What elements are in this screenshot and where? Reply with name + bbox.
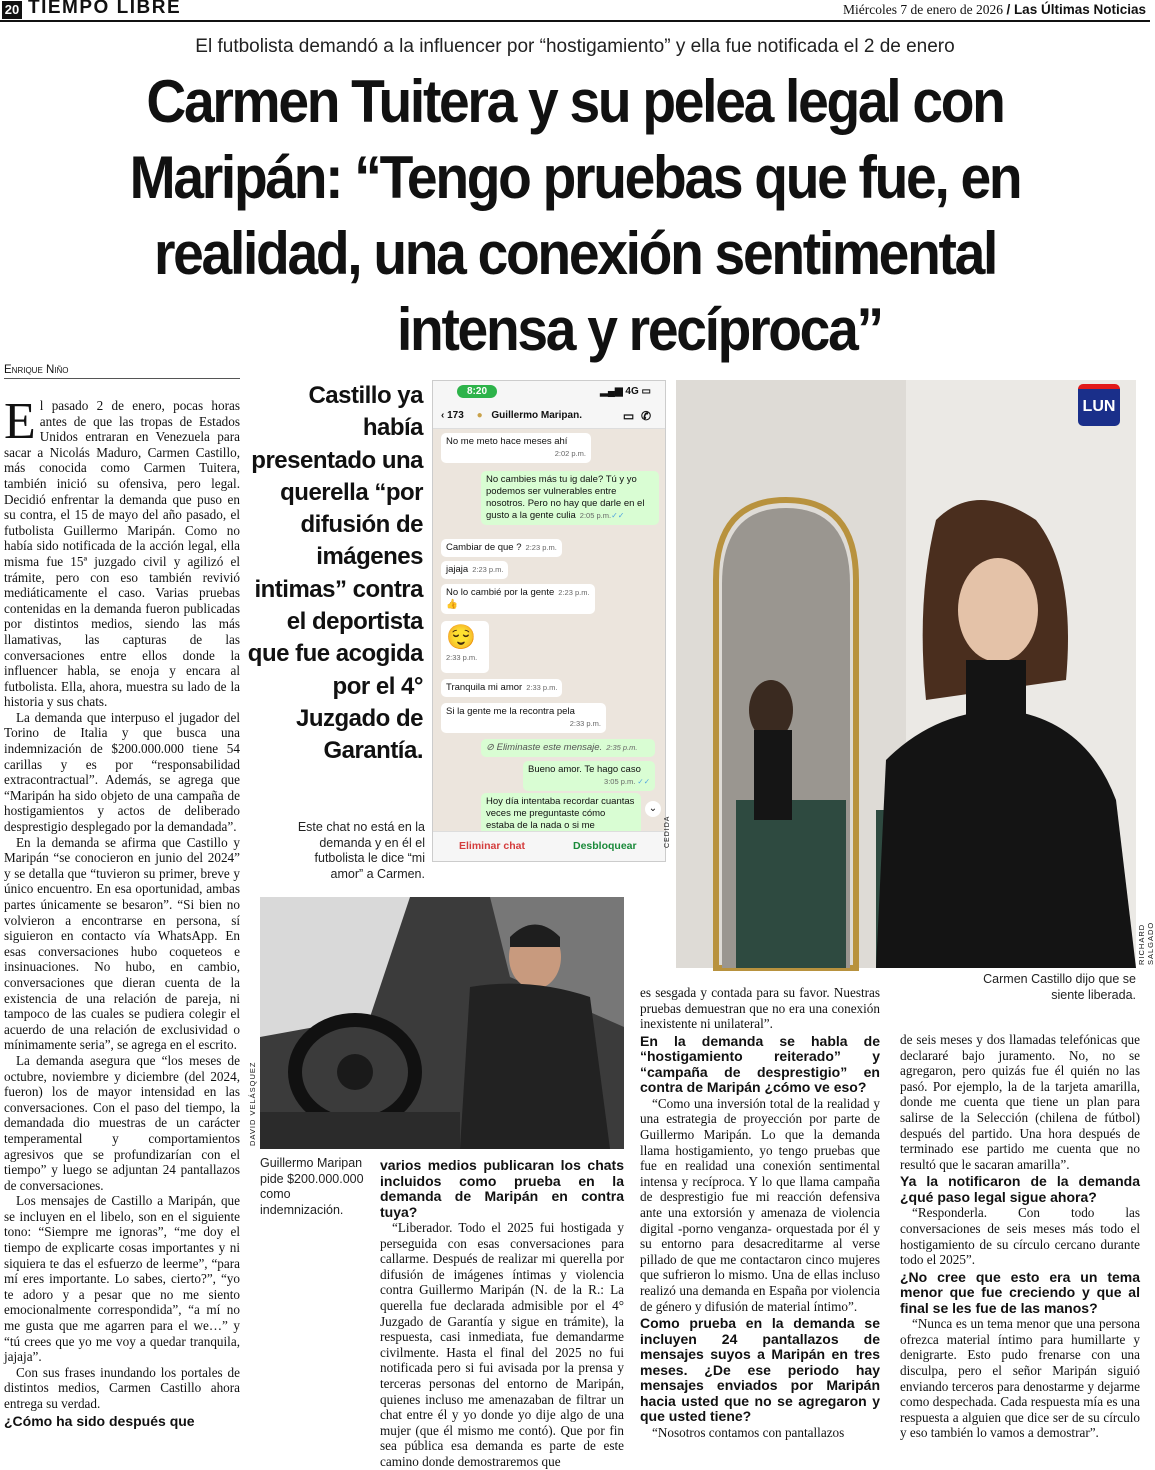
car-caption: Guillermo Maripan pide $200.000.000 como indemnización. [260,1156,364,1217]
message-text: Cambiar de que ? [446,542,522,553]
message-time: 2:35 p.m. [606,743,638,752]
chat-message [441,433,591,463]
message-time: 3:05 p.m. [604,777,636,786]
paragraph: “Como una inversión total de la realidad y una estrategia de proyección por parte de Guillermo Maripán. Lo que la demanda llama hostigamiento, yo tengo pruebas que fue en realidad una conexión sentimental intensa y recíproca. Y lo que llama campaña de desprestigio fue mi reacción defensiva ante una extorsión y amenaza de violencia digital -porno venganza- orquestada por él y su entorno para desacreditarme al verse pillado de que me contactaron cinco mujeres que sufrieron lo mismo. Una de ellas incluso realizó una demanda en España por violencia de género y difusión de material íntimo”. [640,1095,880,1314]
section-title: TIEMPO LIBRE [28,0,182,18]
masthead [0,0,1150,22]
paragraph: “Responderla. Con todo las conversaciones de seis meses más todo el hostigamiento de su círculo cercano durante todo el 2025”. [900,1205,1140,1268]
car-illustration [260,897,624,1149]
interview-question: Como prueba en la demanda se incluyen 24 pantallazos de mensajes suyos a Maripán en tres meses. ¿De ese periodo hay mensajes enviados por Maripán hacia usted que no se agregaron y que usted tiene? [640,1315,880,1425]
message-time: 2:23 p.m. [558,588,590,597]
chat-message-deleted [481,739,655,757]
interview-question: ¿No cree que esto era un tema menor que fue creciendo y que al final se les fue de las manos? [900,1268,1140,1316]
interview-question: varios medios publicaran los chats incluidos como prueba en la demanda de Maripán en contra tuya? [380,1157,624,1220]
chat-message [441,584,595,614]
message-text: Bueno amor. Te hago caso [528,764,641,775]
chat-footer [433,831,665,861]
phone-icon[interactable]: ✆ [640,409,651,423]
headline-line: Maripán: “Tengo pruebas que fue, en [129,144,1021,211]
message-text: Hoy día intentaba recordar cuantas veces me preguntaste cómo estaba de la nada o si me [486,796,635,831]
message-time: 2:33 p.m. [526,683,558,692]
paragraph: “Nosotros contamos con pantallazos [652,1424,845,1440]
page-number: 20 [2,1,22,19]
network-type: 4G [625,386,639,397]
message-time: 2:23 p.m. [525,543,557,552]
message-text: Eliminaste este mensaje. [496,742,603,753]
photo-credit: DAVID VELÁSQUEZ [248,1061,257,1146]
avatar-icon: ● [476,410,483,421]
body-column-1 [4,393,240,1429]
kicker: El futbolista demandó a la influencer por “hostigamiento” y ella fue notificada el 2 de enero [195,36,955,57]
body-column-3 [640,985,880,1440]
chat-caption: Este chat no está en la demanda y en él el futbolista le dice “mi amor” a Carmen. [297,820,425,881]
lun-logo: LUN [1078,384,1120,426]
chat-message [441,561,508,579]
chat-message [441,679,562,697]
body-column-2 [380,1158,624,1470]
chat-screenshot [432,380,666,862]
back-icon[interactable]: ‹ [441,410,448,421]
chat-message [523,761,655,791]
chat-message [481,793,641,835]
portrait-illustration [676,380,1136,968]
paragraph: “Nunca es un tema menor que una persona ofrezca material íntimo para humillarte y denigrarte. Esto pudo frenarse con una disculpa, pero el señor Maripán siguió enviando terceros para denostarme y dejarme como despechada. Cada respuesta mía es una respuesta a alguien que dice ser de su círculo y eso también lo vamos a demostrar”. [900,1316,1140,1441]
paragraph: “Liberador. Todo el 2025 fui hostigada y perseguida con esas conversaciones para callarme. Después de realizar mi querella por difusión de imágenes íntimas y violencia contra Guillermo Maripán (N. de la R.: La querella fue declarada admisible por el 4° Juzgado de Garantía y sigue en trámite), la respuesta, casi inmediata, fue demandarme civilmente. Hasta el final del 2025 no fui notificada pero si fui avisada por la prensa y terceras personas del entorno de Maripán, quienes incluso me amenazaban de filtrar un chat entre él y yo donde yo dije algo de una mujer (que él mismo me contó). Que por fin sea pública esa demanda es parte de este camino donde demostraremos que [380,1220,624,1469]
signal-indicator: ▂▄▆ 4G ▭ [600,386,651,397]
photo-credit: RICHARD SALGADO [1137,921,1155,965]
interview-question: Ya la notificaron de la demanda ¿qué paso legal sigue ahora? [900,1173,1140,1205]
paragraph: Con sus frases inundando los portales de distintos medios, Carmen Castillo ahora entrega su verdad. [4,1364,240,1411]
interview-question: ¿Cómo ha sido después que [4,1412,195,1429]
paragraph: de seis meses y dos llamadas telefónicas que declararé bajo juramento. No, no se agregaron, pero quizás fue él quién no las pasó. Por ejemplo, la de la tarjeta amarilla, donde me cuenta que tiene un plan para salirse de la Selección (chilena de fútbol) después del partido. Una hora después de terminado ese partido me cuenta que no resultó que le sacaran amarilla”. [900,1032,1140,1172]
message-time: 2:05 p.m. [579,511,612,520]
thumbs-up-icon: 👍 [446,599,458,610]
headline-line: Carmen Tuitera y su pelea legal con [146,68,1004,135]
delete-chat-button[interactable]: Eliminar chat [459,840,525,852]
dateline [843,2,1146,18]
chat-message [441,703,606,733]
paragraph: La demanda que interpuso el jugador del Torino de Italia y que busca una indemnización de $200.000.000 tiene 54 carillas y es por “responsabilidad extracontractual”. Además, se agrega que “Maripán ha sido objeto de una campaña de hostigamientos y actos de deliberado desprestigio desplegado por la demandada”. [4,709,240,835]
headline-line: intensa y recíproca” [397,296,882,363]
portrait-photo [676,380,1136,968]
message-text: No me meto hace meses ahí [446,436,568,447]
call-icons [623,403,651,429]
portrait-caption: Carmen Castillo dijo que se siente liberada. [983,972,1136,1002]
chat-header [433,403,665,429]
unblock-button[interactable]: Desbloquear [573,840,637,852]
deleted-icon: ⊘ [486,742,497,753]
message-time: 2:23 p.m. [472,565,504,574]
headline [46,64,1104,368]
video-call-icon[interactable]: ▭ [622,409,635,423]
chat-message [481,471,659,525]
message-time: 2:02 p.m. [554,449,586,458]
issue-date: Miércoles 7 de enero de 2026 [842,2,1004,17]
scroll-down-icon[interactable]: ⌄ [645,801,661,817]
emoji-message: 😌 [446,624,476,651]
newspaper-name: / Las Últimas Noticias [1006,2,1146,17]
chat-message [441,621,489,673]
unread-count: 173 [447,410,464,421]
paragraph [4,393,240,710]
chat-message [441,539,562,557]
paragraph-text: l pasado 2 de enero, pocas horas antes de que las tropas de Estados Unidos entraran en Venezuela para sacar a Nicolás Maduro, Carmen Castillo, más conocida como Carmen Tuitera, también inició su ofensiva, pero legal. Decidió enfrentar la demanda que puso en su contra, el 15 de mayo del año pasado, el futbolista Guillermo Maripán. Como no había sido notificada de la acción legal, ella misma fue 15ª juzgado civil y agilizó el trámite, pero con eso también revivió mediáticamente el caso. Varias pruebas contenidas en la demanda fueron publicadas por distintos medios, siendo las más llamativas, las capturas de las conversaciones entre ellos donde la influencer habla, se enoja y encara al futbolista. Ella, ahora, muestra su lado de la historia y sus chats. [4,398,240,710]
car-photo [260,897,624,1149]
paragraph: La demanda asegura que “los meses de octubre, noviembre y diciembre (del 2024, fueron) los de mayor intensidad en las conversaciones. Con el paso del tiempo, la demandada dio muestras de un carácter temperamental y comportamientos agresivos que se profundizarían con el tiempo” y luego se adjuntan 24 pantallazos de conversaciones. [4,1052,240,1193]
photo-credit: CEDIDA [664,815,671,848]
paragraph: En la demanda se afirma que Castillo y Maripán “se conocieron en junio del 2024” y se detalla que “tuvieron su primer, breve y único encuentro. En esa oportunidad, ambas partes únicamente se besaron”. “Si bien no volvieron a encontrarse en persona, sí siguieron en contacto vía WhatsApp. En esas conversaciones hubo coqueteos e insinuaciones. No hubo, en cambio, conversaciones que dieran cuenta de la existencia de una relación de pareja, ni tampoco de las cuales se pudiera colegir el acuerdo de una relación de exclusividad o mínimamente seria”, se agrega en el escrito. [4,834,240,1053]
message-time: 2:33 p.m. [569,719,601,728]
message-text: jajaja [446,564,469,575]
status-bar [433,381,665,403]
read-check-icon: ✓✓ [637,777,650,786]
message-text: No lo cambié por la gente [446,587,555,598]
message-text: No cambies más tu ig dale? Tú y yo podemos ser vulnerables entre nosotros. Pero no hay que darle en el gusto a la gente culia [486,474,645,521]
paragraph: Los mensajes de Castillo a Maripán, que se incluyen en el libelo, son en el siguiente tono: “Siempre me ignoras”, “me doy el tiempo de explicarte cosas importantes y ni siquiera te das el esfuerzo de leerme”, “para mí eres importante. Lo sabes, cierto?”, “yo te adoro y a pesar que no me siento emocionalmente correspondida”, “a mí no me gusta que me agarren para el we…” y “tú crees que yo me voy a quedar tranquila, jajaja”. [4,1193,240,1365]
message-time-wrap [532,776,650,788]
message-text: Si la gente me la recontra pela [446,706,575,717]
byline: Enrique Niño [4,364,240,379]
drop-cap: E [4,393,36,450]
message-time: 2:33 p.m. [446,653,478,662]
headline-line: realidad, una conexión sentimental [153,220,997,287]
paragraph: es sesgada y contada para su favor. Nuestras pruebas demuestran que no era una conexión inexistente ni unilateral”. [640,985,880,1032]
pull-quote: Castillo ya había presentado una querella “por difusión de imágenes intimas” contra el deportista que fue acogida por el 4° Juzgado de Garantía. [247,382,423,765]
contact-name: Guillermo Maripan. [491,410,582,421]
body-column-4 [900,1032,1140,1441]
read-check-icon: ✓✓ [611,511,625,520]
interview-question: En la demanda se habla de “hostigamiento reiterado” y “campaña de desprestigio” en contra de Maripán ¿cómo ve eso? [640,1032,880,1096]
clock: 8:20 [457,385,497,398]
message-text: Tranquila mi amor [446,682,523,693]
